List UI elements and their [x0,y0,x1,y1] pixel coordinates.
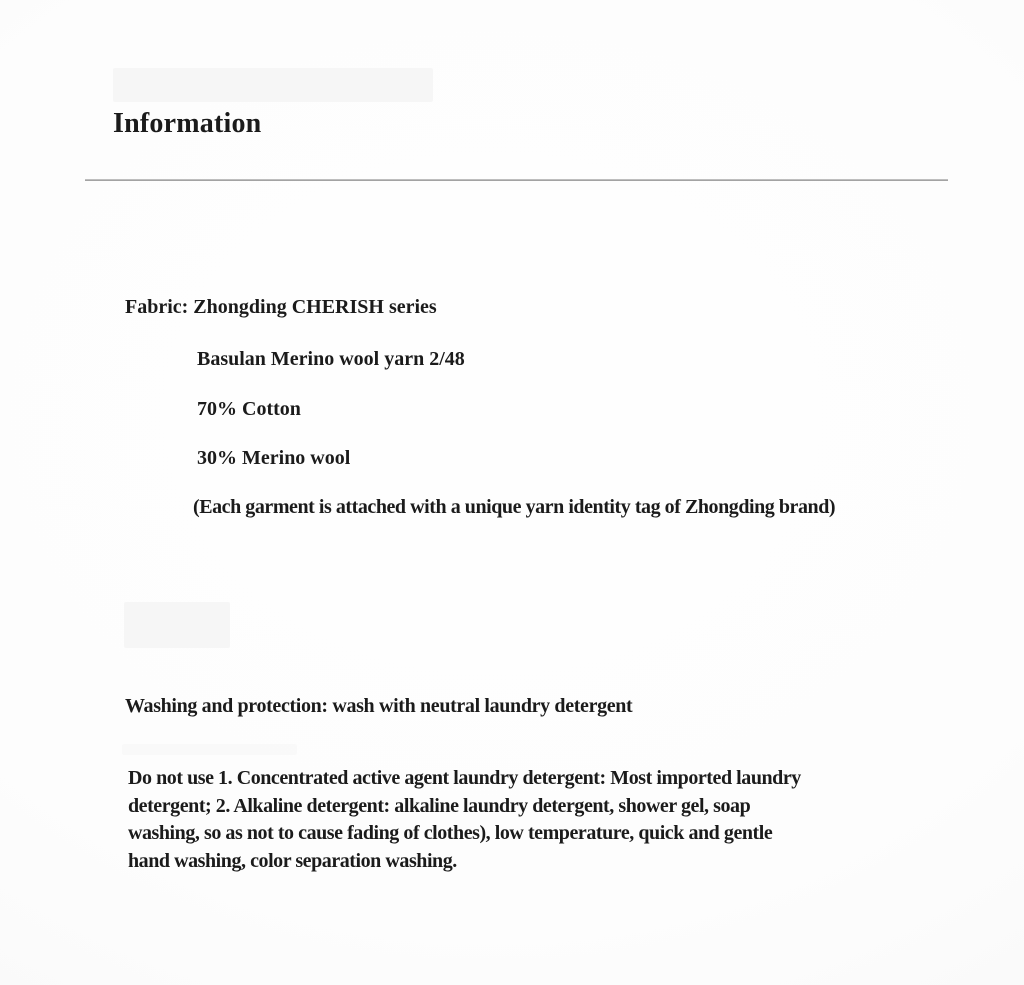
ghost-artifact-washing [122,744,297,755]
fabric-detail-yarn: Basulan Merino wool yarn 2/48 [197,348,465,370]
washing-paragraph-line-1: Do not use 1. Concentrated active agent laundry detergent: Most imported laundry [128,767,801,789]
ghost-artifact-mid [124,602,230,648]
fabric-detail-cotton: 70% Cotton [197,398,301,420]
section-divider [85,179,948,181]
page-title: Information [113,108,262,139]
washing-paragraph [128,765,801,876]
washing-paragraph-line-3: washing, so as not to cause fading of clothes), low temperature, quick and gentle [128,822,773,845]
fabric-note: (Each garment is attached with a unique yarn identity tag of Zhongding brand) [193,496,836,518]
washing-paragraph-line-2: detergent; 2. Alkaline detergent: alkaline laundry detergent, shower gel, soap [128,794,751,817]
washing-heading: Washing and protection: wash with neutral laundry detergent [125,695,633,717]
fabric-heading: Fabric: Zhongding CHERISH series [125,296,437,318]
ghost-artifact-top [113,68,433,102]
fabric-detail-merino-wool: 30% Merino wool [197,447,351,469]
washing-paragraph-line-4: hand washing, color separation washing. [128,850,457,873]
